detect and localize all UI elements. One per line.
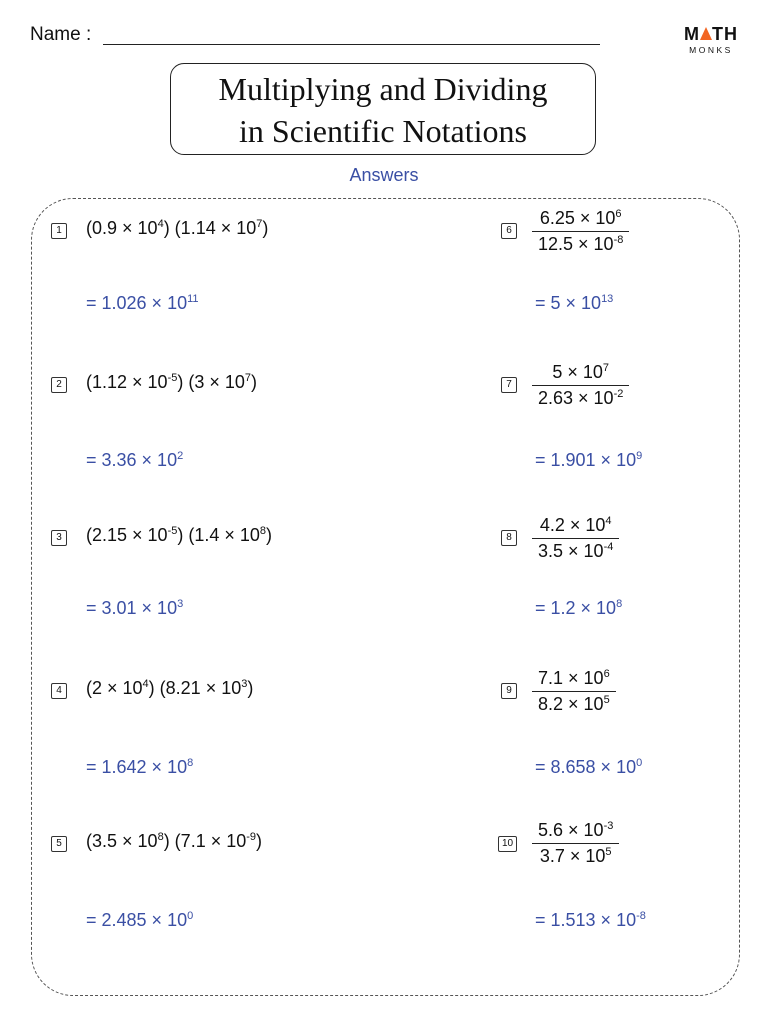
answer: = $5 \times 10^{13}$ bbox=[535, 293, 614, 313]
answer: = $2.485 \times 10^0$ bbox=[86, 910, 194, 930]
fraction bbox=[532, 668, 616, 715]
problem-number: 6 bbox=[501, 223, 517, 239]
denominator: $8.2 \times 10^5$ bbox=[538, 694, 610, 714]
problem-number: 1 bbox=[51, 223, 67, 239]
problem-expression: $(1.12 \times 10^{-5})$ $(3 \times 10^7)$ bbox=[86, 372, 258, 392]
math-monks-logo: M TH MONKS bbox=[684, 24, 738, 55]
numerator: $7.1 \times 10^6$ bbox=[532, 668, 616, 692]
problem-number: 10 bbox=[498, 836, 517, 852]
numerator: $5 \times 10^7$ bbox=[532, 362, 629, 386]
denominator: $12.5 \times 10^{-8}$ bbox=[538, 234, 624, 254]
title-box bbox=[170, 63, 596, 155]
answer: = $1.642 \times 10^8$ bbox=[86, 757, 194, 777]
answer: = $1.2 \times 10^8$ bbox=[535, 598, 623, 618]
answer: = $1.901 \times 10^9$ bbox=[535, 450, 643, 470]
denominator: $2.63 \times 10^{-2}$ bbox=[538, 388, 624, 408]
problem-number: 7 bbox=[501, 377, 517, 393]
fraction bbox=[532, 515, 619, 562]
problems-frame bbox=[31, 198, 740, 996]
problem-expression: $(2 \times 10^4)$ $(8.21 \times 10^3)$ bbox=[86, 678, 254, 698]
title-line-1: Multiplying and Dividing bbox=[218, 71, 548, 107]
answer: = $1.513 \times 10^{-8}$ bbox=[535, 910, 646, 930]
problem-number: 9 bbox=[501, 683, 517, 699]
answer: = $3.36 \times 10^2$ bbox=[86, 450, 184, 470]
answer: = $1.026 \times 10^{11}$ bbox=[86, 293, 199, 313]
denominator: $3.5 \times 10^{-4}$ bbox=[538, 541, 614, 561]
name-label: Name : bbox=[30, 24, 92, 45]
title-line-2: in Scientific Notations bbox=[239, 113, 527, 149]
answer: = $8.658 \times 10^0$ bbox=[535, 757, 643, 777]
name-line[interactable] bbox=[103, 44, 600, 45]
problem-number: 4 bbox=[51, 683, 67, 699]
answer: = $3.01 \times 10^3$ bbox=[86, 598, 184, 618]
problem-number: 3 bbox=[51, 530, 67, 546]
numerator: $5.6 \times 10^{-3}$ bbox=[532, 820, 619, 844]
fraction bbox=[532, 208, 629, 255]
fraction bbox=[532, 820, 619, 867]
fraction bbox=[532, 362, 629, 409]
problem-number: 8 bbox=[501, 530, 517, 546]
problem-number: 5 bbox=[51, 836, 67, 852]
problem-number: 2 bbox=[51, 377, 67, 393]
problem-expression: $(3.5 \times 10^8)$ $(7.1 \times 10^{-9})$ bbox=[86, 831, 263, 851]
answers-label: Answers bbox=[349, 165, 419, 185]
numerator: $4.2 \times 10^4$ bbox=[532, 515, 619, 539]
denominator: $3.7 \times 10^5$ bbox=[539, 846, 612, 866]
triangle-icon bbox=[700, 27, 712, 40]
problem-expression: $(2.15 \times 10^{-5})$ $(1.4 \times 10^8)$ bbox=[86, 525, 273, 545]
problem-expression: $(0.9 \times 10^4)$ $(1.14 \times 10^7)$ bbox=[86, 218, 269, 238]
numerator: $6.25 \times 10^6$ bbox=[532, 208, 629, 232]
